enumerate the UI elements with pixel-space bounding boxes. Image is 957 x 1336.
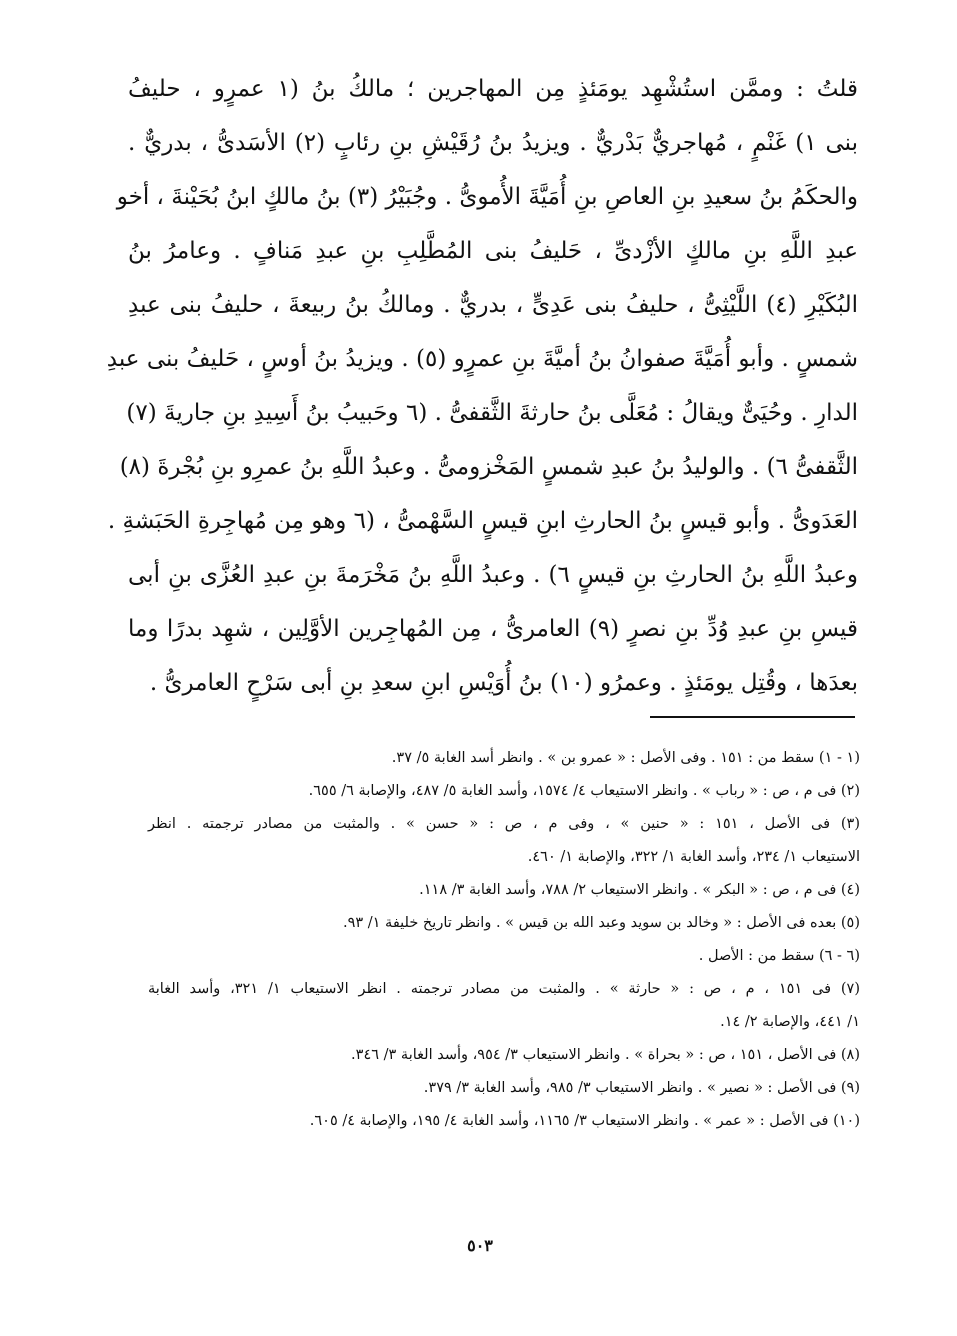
footnote: (٨) فى الأصل ، ١٥١ ، ص : « بحراة » . وانظر الاستيعاب ٣/ ٩٥٤، وأسد الغابة ٣/ ٣٤٦. bbox=[351, 1047, 860, 1063]
footnotes bbox=[148, 742, 860, 1138]
main-text-line: وعبدُ اللَّهِ بنُ الحارثِ بنِ قيسٍ ٦) . وعبدُ اللَّهِ بنُ مَخْرَمةَ بنِ عبدِ العُزَّى بنِ أبى bbox=[128, 562, 858, 588]
footnote: (٢) فى م ، ص : « رباب » . وانظر الاستيعاب ٤/ ١٥٧٤، وأسد الغابة ٥/ ٤٨٧، والإصابة ٦/ ٦٥٥. bbox=[308, 783, 860, 799]
footnote: (٣) فى الأصل ، ١٥١ : « حنين » ، وفى م ، ص : « حسن » . والمثبت من مصادر ترجمته . انظر bbox=[148, 816, 860, 832]
footnote-continuation: ١/ ٤٤١، والإصابة ٢/ ١٤. bbox=[720, 1014, 860, 1030]
page-number: ٥٠٣ bbox=[467, 1236, 493, 1255]
footnote: (٧) فى ١٥١ ، م ، ص : « حارثة » . والمثبت من مصادر ترجمته . انظر الاستيعاب ١/ ٣٢١، وأسد الغابة bbox=[148, 981, 861, 997]
footnote: (١ - ١) سقط من : ١٥١ . وفى الأصل : « عمرو بن » . وانظر أسد الغابة ٥/ ٣٧. bbox=[391, 750, 860, 766]
main-text-line: الدارِ . وحُيَىٌّ ويقالُ : مُعَلَّى بنُ حارثةَ الثَّقفىُّ . (٦ وحَبيبُ بنُ أَسِيدِ بنِ جاريةَ (٧) bbox=[126, 400, 858, 426]
main-text-line: بنى ١) غَنْمٍ ، مُهاجريٌّ بَدْريٌّ . ويزيدُ بنُ رُقَيْشِ بنِ رئابٍ (٢) الأسَدىُّ ، بدريٌّ . bbox=[128, 130, 859, 156]
main-text-line: قلتُ : وممَّن استُشْهِد يومَئذٍ مِن المهاجرين ؛ مالكُ بنُ (١ عمرٍو ، حليفُ bbox=[128, 76, 858, 102]
main-text-line: والحكَمُ بنُ سعيدِ بنِ العاصِ بنِ أُمَيَّةَ الأُموىُّ . وجُبَيْرُ (٣) بنُ مالكٍ ابنُ بُحَيْنةَ ، أخو bbox=[116, 184, 858, 210]
main-text-line: شمسٍ . وأبو أُمَيَّةَ صفوانُ بنُ أميَّةَ بنِ عمرٍو (٥) . ويزيدُ بنُ أوسٍ ، حَليفُ بنى عبدِ bbox=[106, 346, 858, 372]
footnote: (٤) فى م ، ص : « البكر » . وانظر الاستيعاب ٢/ ٧٨٨، وأسد الغابة ٣/ ١١٨. bbox=[419, 882, 860, 898]
main-text-line: عبدِ اللَّهِ بنِ مالكٍ الأزْدىِّ ، حَليفُ بنى المُطَّلِبِ بنِ عبدِ مَنافٍ . وعامرُ بنُ bbox=[128, 238, 858, 264]
footnote: (٥) بعده فى الأصل : « وخالد بن سويد وعبد الله بن قيس » . وانظر تاريخ خليفة ١/ ٩٣. bbox=[342, 915, 860, 931]
footnote-continuation: الاستيعاب ١/ ٢٣٤، وأسد الغابة ١/ ٣٢٢، والإصابة ١/ ٤٦٠. bbox=[527, 849, 860, 865]
footnote-separator bbox=[650, 716, 855, 718]
main-text-line: الثَّقفىُّ ٦) . والوليدُ بنُ عبدِ شمسٍ المَخْزومىُّ . وعبدُ اللَّهِ بنُ عمرِو بنِ بُجْرةَ (٨) bbox=[119, 454, 858, 480]
footnote: (٦ - ٦) سقط من : الأصل . bbox=[698, 948, 860, 964]
footnote: (١٠) فى الأصل : « عمر » . وانظر الاستيعاب ٣/ ١١٦٥، وأسد الغابة ٤/ ١٩٥، والإصابة ٤/ ٦٠٥. bbox=[309, 1113, 860, 1129]
footnote: (٩) فى الأصل : « نصير » . وانظر الاستيعاب ٣/ ٩٨٥، وأسد الغابة ٣/ ٣٧٩. bbox=[423, 1080, 860, 1096]
main-text bbox=[106, 62, 859, 710]
main-text-line: البُكَيْرِ (٤) اللَّيْثِىُّ ، حليفُ بنى عَدِىٍّ ، بدريٌّ . ومالكُ بنُ ربيعةَ ، حليفُ بنى عبدِ bbox=[128, 292, 858, 318]
main-text-line: العَدَوىُّ . وأبو قيسٍ بنُ الحارثِ ابنِ قيسٍ السَّهْمىُّ ، (٦ وهو مِن مُهاجِرةِ الحَبَشةِ . bbox=[107, 508, 858, 534]
main-text-line: قيسِ بنِ عبدِ وُدِّ بنِ نصرٍ (٩) العامرىُّ ، مِن المُهاجِرين الأوَّلِين ، شهِد بدرًا وما bbox=[128, 616, 858, 642]
main-text-line: بعدَها ، وقُتِل يومَئذٍ . وعمرُو (١٠) بنُ أُوَيْسِ ابنِ سعدِ بنِ أبى سَرْحٍ العامرىُّ . bbox=[149, 670, 858, 696]
